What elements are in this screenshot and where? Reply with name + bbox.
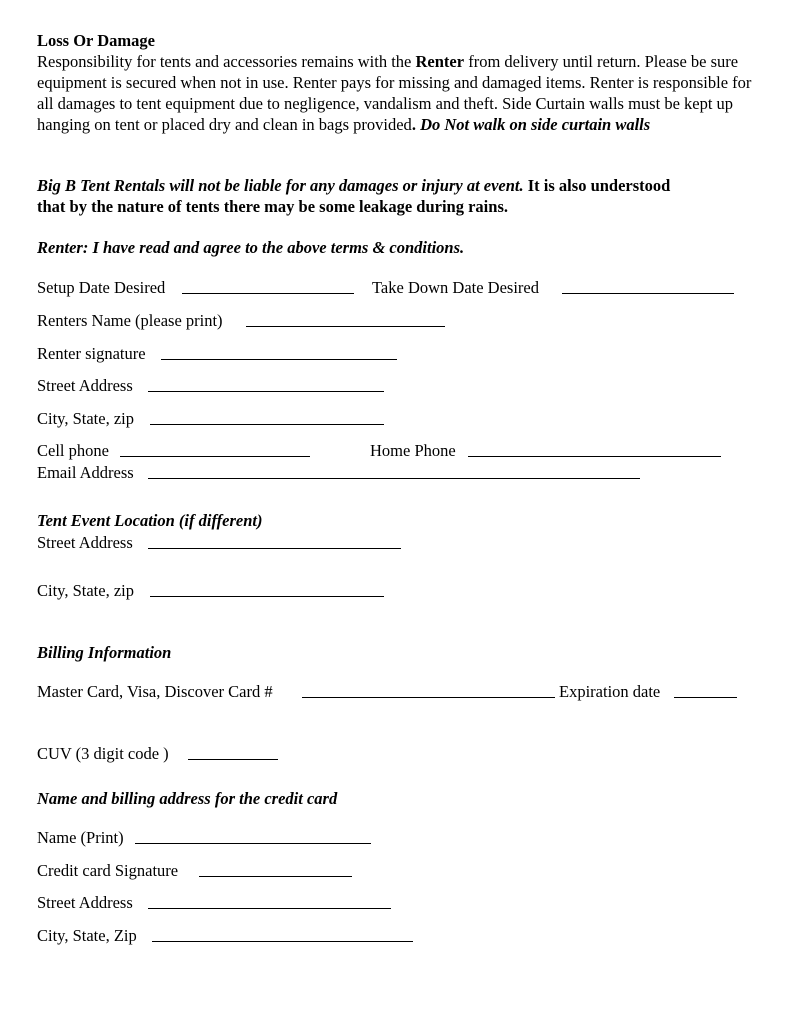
street-address-field[interactable] — [148, 391, 384, 392]
expiration-label: Expiration date — [559, 682, 661, 701]
billing-heading: Billing Information — [37, 643, 172, 662]
event-city-state-zip-field[interactable] — [150, 596, 384, 597]
liability-line-2: that by the nature of tents there may be some leakage during rains. — [37, 197, 508, 216]
cell-phone-field[interactable] — [120, 456, 310, 457]
liability-rest-line1: It is also understood — [523, 176, 671, 195]
renter-signature-field[interactable] — [161, 359, 397, 360]
take-down-date-field[interactable] — [562, 293, 734, 294]
event-city-state-zip-label: City, State, zip — [37, 581, 135, 600]
renter-bold-word: Renter — [415, 52, 465, 71]
card-city-state-zip-label: City, State, Zip — [37, 926, 137, 945]
loss-text-part2: from delivery until return. Please be sure equipment is secured when not in use. Renter pays for missing and damaged items. Renter is responsible for all damages to tent equipment due to negligence, vandalism and theft. Side Curtain walls must be kept up hanging on tent or placed dry and clean in bags provided — [37, 52, 752, 134]
do-not-walk-warning: Do Not walk on side curtain walls — [415, 115, 651, 134]
liability-line-1 — [37, 175, 670, 196]
card-number-field[interactable] — [302, 697, 555, 698]
card-signature-label: Credit card Signature — [37, 861, 179, 880]
home-phone-label: Home Phone — [370, 441, 456, 460]
cuv-field[interactable] — [188, 759, 278, 760]
card-city-state-zip-field[interactable] — [152, 941, 413, 942]
home-phone-field[interactable] — [468, 456, 721, 457]
card-street-address-label: Street Address — [37, 893, 133, 912]
card-holder-name-label: Name (Print) — [37, 828, 124, 847]
expiration-field[interactable] — [674, 697, 737, 698]
cell-phone-label: Cell phone — [37, 441, 109, 460]
card-holder-name-field[interactable] — [135, 843, 371, 844]
city-state-zip-field[interactable] — [150, 424, 384, 425]
cuv-label: CUV (3 digit code ) — [37, 744, 169, 763]
setup-date-field[interactable] — [182, 293, 354, 294]
renters-name-field[interactable] — [246, 326, 445, 327]
liability-italic-text: Big B Tent Rentals will not be liable for any damages or injury at event. — [37, 176, 524, 195]
card-signature-field[interactable] — [199, 876, 352, 877]
agreement-statement: Renter: I have read and agree to the above terms & conditions. — [37, 238, 465, 257]
card-number-label: Master Card, Visa, Discover Card # — [37, 682, 273, 701]
loss-damage-heading: Loss Or Damage — [37, 31, 155, 50]
card-holder-heading: Name and billing address for the credit card — [37, 789, 338, 808]
email-field[interactable] — [148, 478, 640, 479]
loss-text-period: . — [411, 115, 416, 134]
renters-name-label: Renters Name (please print) — [37, 311, 223, 330]
city-state-zip-label: City, State, zip — [37, 409, 135, 428]
street-address-label: Street Address — [37, 376, 133, 395]
event-location-heading: Tent Event Location (if different) — [37, 511, 263, 530]
setup-date-label: Setup Date Desired — [37, 278, 166, 297]
renter-signature-label: Renter signature — [37, 344, 146, 363]
card-street-address-field[interactable] — [148, 908, 391, 909]
event-street-address-field[interactable] — [148, 548, 401, 549]
loss-text-part1: Responsibility for tents and accessories remains with the — [37, 52, 416, 71]
event-street-address-label: Street Address — [37, 533, 133, 552]
loss-damage-paragraph — [37, 51, 755, 135]
email-label: Email Address — [37, 463, 134, 482]
take-down-date-label: Take Down Date Desired — [372, 278, 539, 297]
